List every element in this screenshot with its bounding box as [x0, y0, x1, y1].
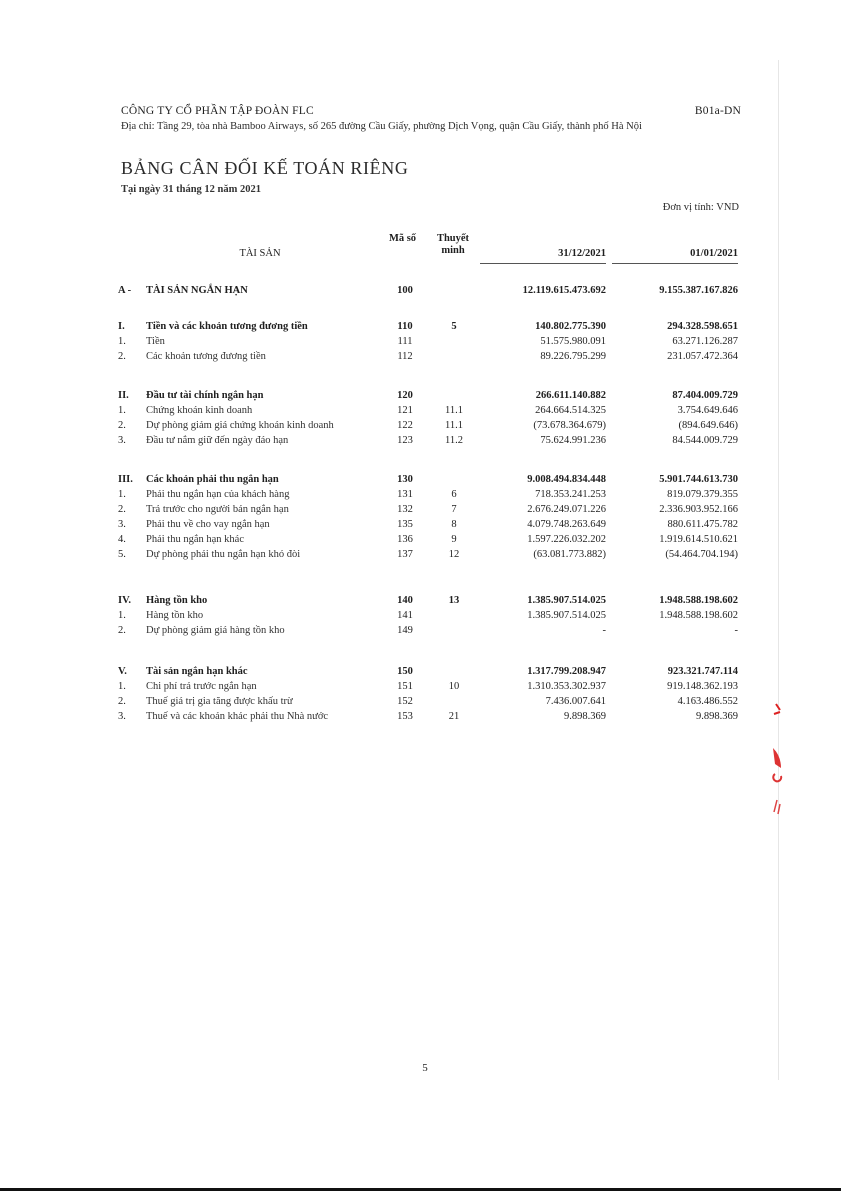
row-note: 5 [451, 321, 457, 332]
row-value-current: 4.079.748.263.649 [527, 519, 606, 530]
row-value-current: 1.597.226.032.202 [527, 534, 606, 545]
row-note: 11.2 [445, 435, 463, 446]
row-value-current: 51.575.980.091 [540, 336, 606, 347]
row-index: 5. [118, 549, 126, 560]
row-index: A - [118, 285, 132, 296]
row-value-current: 266.611.140.882 [535, 390, 606, 401]
row-code: 132 [397, 504, 413, 515]
row-value-current: (73.678.364.679) [533, 420, 606, 431]
company-line [121, 105, 741, 117]
row-label: Chứng khoán kinh doanh [146, 405, 253, 416]
row-code: 122 [397, 420, 413, 431]
row-code: 152 [397, 696, 413, 707]
row-index: 1. [118, 610, 126, 621]
row-value-prior: 1.948.588.198.602 [659, 610, 738, 621]
row-index: 2. [118, 504, 126, 515]
row-value-current: 1.385.907.514.025 [527, 595, 606, 606]
row-label: Hàng tồn kho [146, 610, 204, 621]
column-underline-current [480, 263, 606, 264]
row-label: Các khoản phải thu ngắn hạn [146, 474, 279, 485]
row-label: Hàng tồn kho [146, 595, 208, 606]
scan-margin-line [778, 60, 779, 1080]
row-note: 11.1 [445, 420, 463, 431]
row-code: 111 [397, 336, 413, 347]
row-note: 10 [448, 681, 460, 692]
row-note: 8 [451, 519, 457, 530]
row-value-current: 140.802.775.390 [535, 321, 606, 332]
row-code: 150 [397, 666, 413, 677]
row-code: 121 [397, 405, 413, 416]
row-value-current: 1.385.907.514.025 [527, 610, 606, 621]
table-row [0, 404, 841, 418]
row-note: 6 [451, 489, 457, 500]
row-label: Dự phòng giảm giá hàng tồn kho [146, 625, 285, 636]
row-value-current: 2.676.249.071.226 [527, 504, 606, 515]
row-label: Đầu tư tài chính ngắn hạn [146, 390, 264, 401]
row-code: 141 [397, 610, 413, 621]
row-value-prior: 63.271.126.287 [672, 336, 738, 347]
row-index: II. [118, 390, 129, 401]
row-value-current: 89.226.795.299 [540, 351, 606, 362]
row-note: 21 [448, 711, 460, 722]
row-value-prior: 919.148.362.193 [667, 681, 738, 692]
row-index: 1. [118, 489, 126, 500]
row-value-prior: 84.544.009.729 [672, 435, 738, 446]
row-value-prior: 231.057.472.364 [667, 351, 738, 362]
row-code: 110 [397, 321, 413, 332]
row-label: Dự phòng giảm giá chứng khoán kinh doanh [146, 420, 334, 431]
row-value-prior: 4.163.486.552 [677, 696, 738, 707]
table-row [0, 695, 841, 709]
table-row [0, 488, 841, 502]
row-label: Chi phí trả trước ngắn hạn [146, 681, 257, 692]
row-index: 3. [118, 711, 126, 722]
row-note: 11.1 [445, 405, 463, 416]
document-title: BẢNG CÂN ĐỐI KẾ TOÁN RIÊNG [121, 158, 409, 178]
row-code: 120 [397, 390, 413, 401]
row-index: 1. [118, 681, 126, 692]
row-code: 123 [397, 435, 413, 446]
row-label: Phải thu về cho vay ngắn hạn [146, 519, 270, 530]
table-row [0, 680, 841, 694]
row-value-current: 718.353.241.253 [535, 489, 606, 500]
row-note: 13 [448, 595, 460, 606]
column-header-note: Thuyết minh [436, 233, 470, 256]
row-label: Thuế giá trị gia tăng được khấu trừ [146, 696, 293, 707]
row-label: Tài sản ngắn hạn khác [146, 666, 248, 677]
table-row [0, 335, 841, 349]
column-header-asset: TÀI SẢN [239, 248, 281, 259]
row-index: 3. [118, 519, 126, 530]
report-date: Tại ngày 31 tháng 12 năm 2021 [121, 184, 262, 195]
table-row [0, 503, 841, 517]
table-row [0, 320, 841, 334]
row-index: IV. [118, 595, 131, 606]
row-value-prior: 3.754.649.646 [677, 405, 738, 416]
row-label: Tiền [146, 336, 165, 347]
row-value-current: 9.008.494.834.448 [527, 474, 606, 485]
company-address: Địa chỉ: Tầng 29, tòa nhà Bamboo Airways, số 265 đường Cầu Giấy, phường Dịch Vọng, quận Cầu Giấy, thành phố Hà Nội [121, 121, 642, 132]
table-row [0, 665, 841, 679]
table-row [0, 548, 841, 562]
form-code: B01a-DN [694, 105, 741, 117]
table-row [0, 710, 841, 724]
table-row [0, 350, 841, 364]
column-header-date-prior: 01/01/2021 [690, 248, 738, 259]
table-row [0, 533, 841, 547]
row-code: 112 [397, 351, 413, 362]
row-code: 153 [397, 711, 413, 722]
table-row [0, 434, 841, 448]
row-value-prior: 880.611.475.782 [667, 519, 738, 530]
row-value-current: 7.436.007.641 [545, 696, 606, 707]
row-index: I. [118, 321, 125, 332]
table-row [0, 609, 841, 623]
row-note: 7 [451, 504, 457, 515]
row-index: 2. [118, 625, 126, 636]
row-code: 136 [397, 534, 413, 545]
table-row [0, 594, 841, 608]
row-label: Dự phòng phải thu ngắn hạn khó đòi [146, 549, 301, 560]
column-underline-prior [612, 263, 738, 264]
row-value-current: 9.898.369 [564, 711, 606, 722]
row-code: 131 [397, 489, 413, 500]
red-stamp-fragment [770, 700, 784, 830]
currency-unit: Đơn vị tính: VND [662, 202, 739, 213]
row-index: 2. [118, 351, 126, 362]
row-label: Các khoản tương đương tiền [146, 351, 266, 362]
row-value-prior: 819.079.379.355 [667, 489, 738, 500]
row-index: 3. [118, 435, 126, 446]
row-index: 2. [118, 420, 126, 431]
row-value-current: 264.664.514.325 [535, 405, 606, 416]
row-value-prior: (54.464.704.194) [665, 549, 738, 560]
row-index: III. [118, 474, 133, 485]
row-note: 12 [448, 549, 460, 560]
document-header [121, 105, 741, 132]
row-label: TÀI SẢN NGẮN HẠN [146, 285, 248, 296]
table-row [0, 284, 841, 298]
row-value-current: 12.119.615.473.692 [522, 285, 606, 296]
row-code: 100 [397, 285, 413, 296]
table-row [0, 389, 841, 403]
row-label: Thuế và các khoản khác phải thu Nhà nước [146, 711, 329, 722]
row-value-prior: 2.336.903.952.166 [659, 504, 738, 515]
table-row [0, 419, 841, 433]
row-code: 130 [397, 474, 413, 485]
row-value-current: - [602, 625, 606, 636]
row-value-prior: - [734, 625, 738, 636]
row-code: 135 [397, 519, 413, 530]
row-index: 2. [118, 696, 126, 707]
row-index: 1. [118, 336, 126, 347]
row-index: V. [118, 666, 127, 677]
row-value-current: 75.624.991.236 [540, 435, 606, 446]
row-value-prior: 923.321.747.114 [667, 666, 738, 677]
table-row [0, 473, 841, 487]
row-value-current: (63.081.773.882) [533, 549, 606, 560]
table-row [0, 624, 841, 638]
table-row [0, 518, 841, 532]
row-value-current: 1.317.799.208.947 [527, 666, 606, 677]
row-code: 149 [397, 625, 413, 636]
row-index: 4. [118, 534, 126, 545]
column-header-code: Mã số [388, 233, 417, 244]
row-code: 137 [397, 549, 413, 560]
row-value-prior: 87.404.009.729 [672, 390, 738, 401]
row-label: Tiền và các khoản tương đương tiền [146, 321, 308, 332]
row-value-current: 1.310.353.302.937 [527, 681, 606, 692]
company-name: CÔNG TY CỔ PHẦN TẬP ĐOÀN FLC [121, 105, 314, 117]
row-label: Đầu tư nắm giữ đến ngày đáo hạn [146, 435, 289, 446]
row-note: 9 [451, 534, 457, 545]
column-header-date-current: 31/12/2021 [558, 248, 606, 259]
row-value-prior: 9.155.387.167.826 [659, 285, 738, 296]
row-code: 140 [397, 595, 413, 606]
row-value-prior: 1.919.614.510.621 [659, 534, 738, 545]
row-code: 151 [397, 681, 413, 692]
page-number: 5 [422, 1062, 428, 1074]
row-value-prior: 9.898.369 [696, 711, 738, 722]
row-index: 1. [118, 405, 126, 416]
row-value-prior: 294.328.598.651 [667, 321, 738, 332]
row-value-prior: (894.649.646) [678, 420, 738, 431]
row-value-prior: 1.948.588.198.602 [659, 595, 738, 606]
row-label: Trả trước cho người bán ngắn hạn [146, 504, 289, 515]
row-value-prior: 5.901.744.613.730 [659, 474, 738, 485]
row-label: Phải thu ngắn hạn của khách hàng [146, 489, 290, 500]
row-label: Phải thu ngắn hạn khác [146, 534, 244, 545]
